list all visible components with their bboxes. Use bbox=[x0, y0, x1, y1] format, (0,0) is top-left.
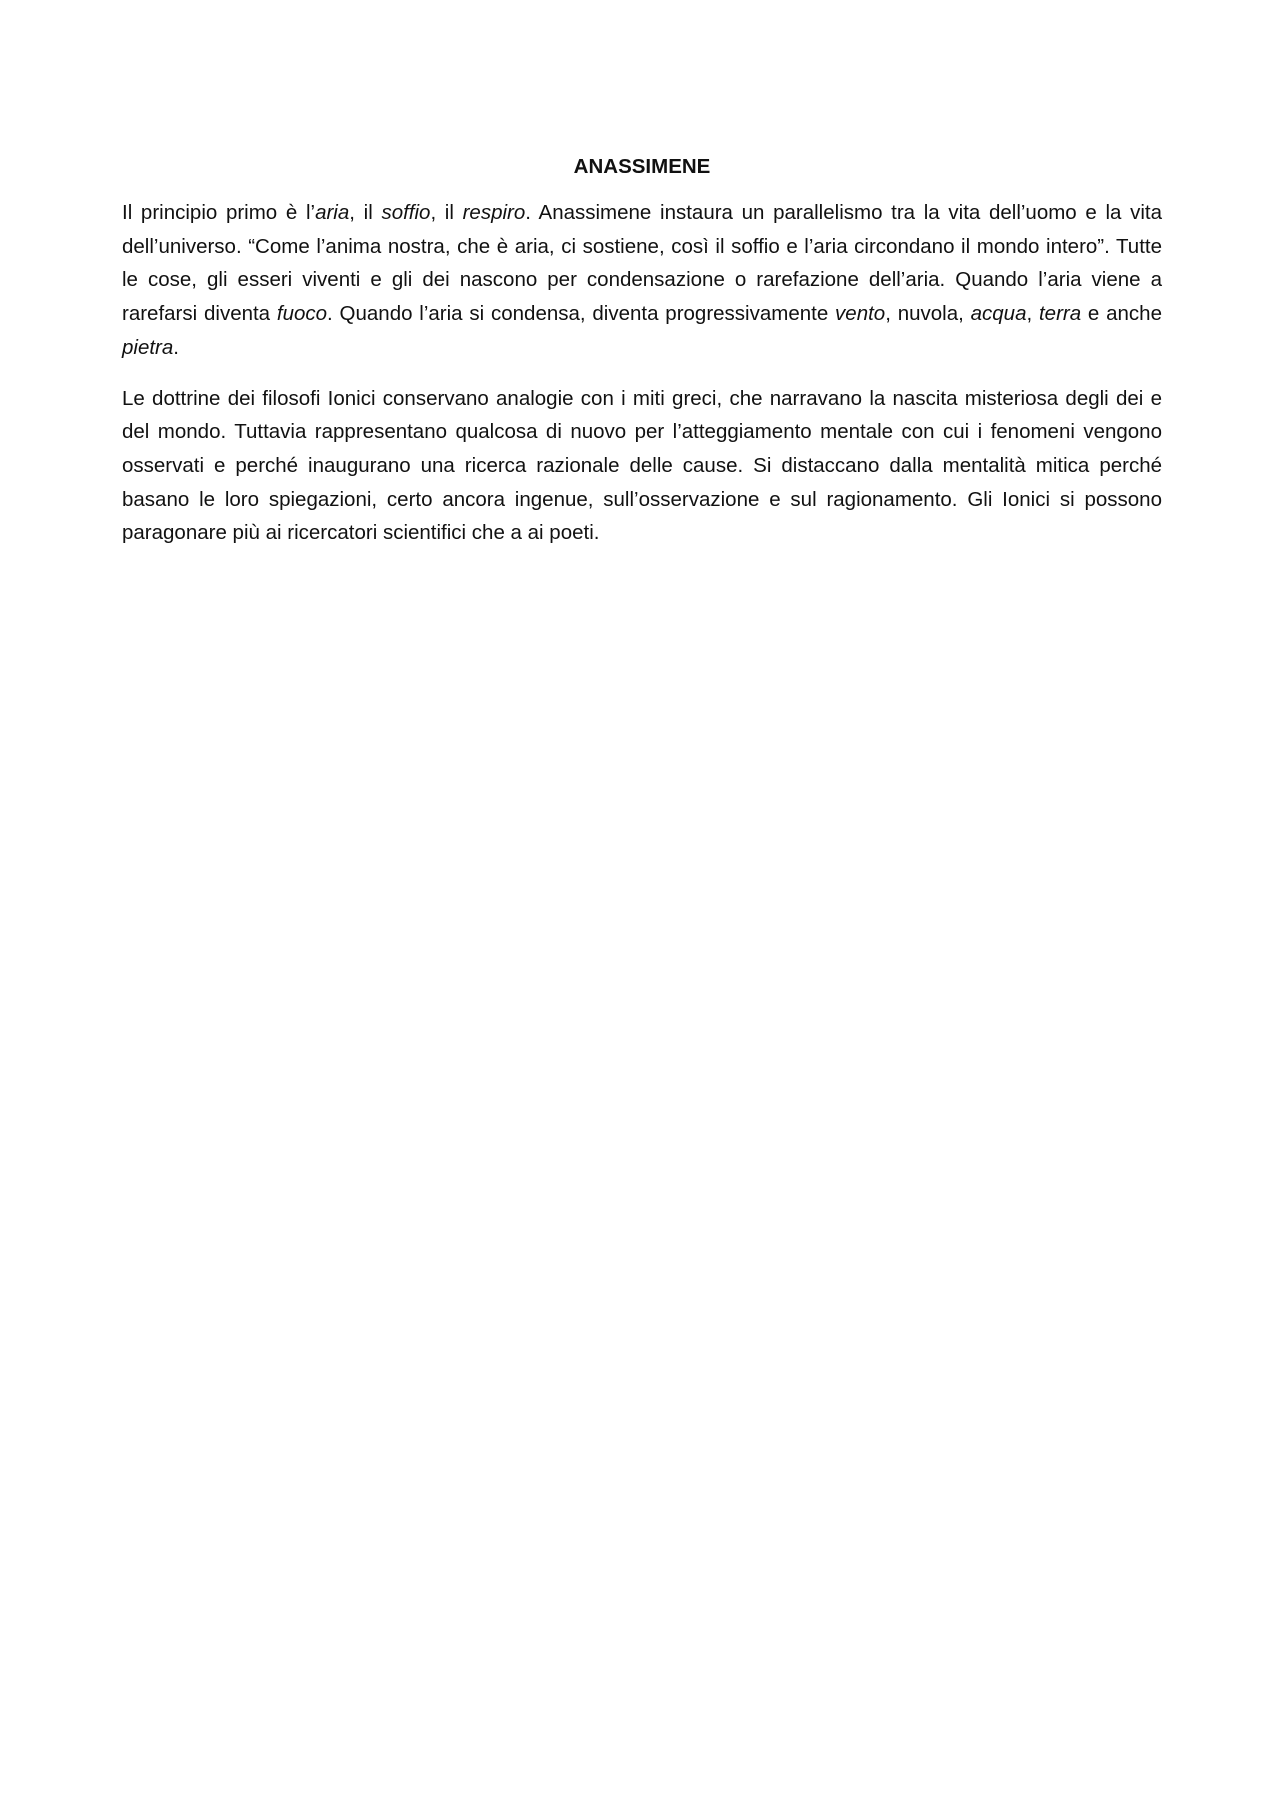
paragraph-1-segment: e anche bbox=[1081, 302, 1162, 326]
paragraph-1-italic-segment: respiro bbox=[462, 201, 526, 224]
paragraph-1 bbox=[122, 196, 1162, 365]
paragraph-1-italic-segment: fuoco bbox=[276, 302, 328, 326]
paragraph-1-segment: , nuvola, bbox=[885, 302, 971, 326]
paragraph-1-italic-segment: soffio bbox=[381, 201, 431, 224]
paragraph-1-segment: Il principio primo è l’ bbox=[122, 201, 316, 224]
paragraph-1-segment: . Quando l’aria si condensa, diventa progressivamente bbox=[327, 302, 836, 326]
paragraph-2 bbox=[122, 382, 1162, 551]
document-title: ANASSIMENE bbox=[573, 155, 711, 178]
paragraph-1-italic-segment: terra bbox=[1038, 302, 1082, 326]
paragraph-1-segment: , il bbox=[349, 201, 382, 224]
paragraph-1-segment: . bbox=[173, 335, 179, 359]
paragraph-1-italic-segment: vento bbox=[835, 302, 886, 326]
paragraph-1-segment: . Anassimene instaura un parallelismo tra la vita dell’uomo e la vita dell’universo. “Come l’anima nostra, che è aria, ci sostiene, così il soffio e l’aria circondano il mondo intero”. Tutte le cose, gli esseri viventi e gli dei nascono per condensazione o rarefazione dell’aria. Quando l’aria viene a rarefarsi diventa bbox=[122, 201, 1163, 326]
paragraph-1-segment: , bbox=[1026, 302, 1039, 326]
paragraph-1-italic-segment: pietra bbox=[122, 335, 174, 359]
paragraph-2-segment: Le dottrine dei filosofi Ionici conservano analogie con i miti greci, che narravano la nascita misteriosa degli dei e del mondo. Tuttavia rappresentano qualcosa di nuovo per l’atteggiamento mentale con cui i fenomeni vengono osservati e perché inaugurano una ricerca razionale delle cause. Si distaccano dalla mentalità mitica perché basano le loro spiegazioni, certo ancora ingenue, sull’osservazione e sul ragionamento. Gli Ionici si possono paragonare più ai ricercatori scientifici che a ai poeti. bbox=[122, 386, 1162, 545]
paragraph-1-italic-segment: aria bbox=[315, 201, 350, 224]
document-body bbox=[122, 150, 1162, 567]
paragraph-1-italic-segment: acqua bbox=[970, 302, 1027, 326]
paragraph-1-segment: , il bbox=[430, 201, 463, 224]
